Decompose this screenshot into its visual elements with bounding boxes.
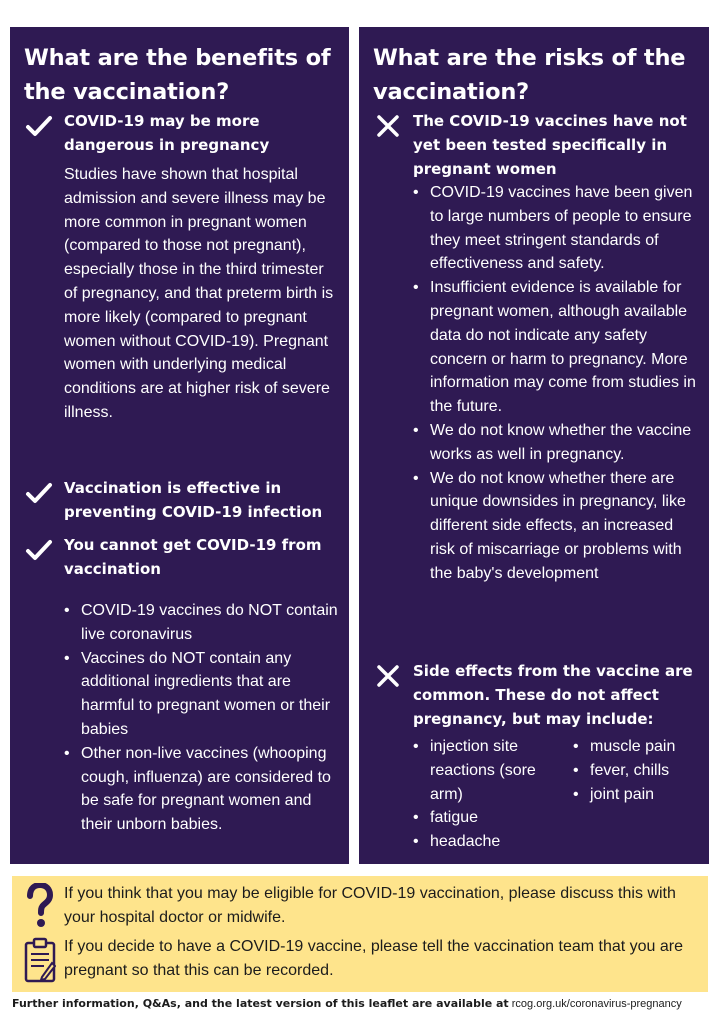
risk-bullet-list [413,181,699,586]
clipboard-icon [24,937,56,988]
question-mark-icon [24,883,54,934]
risk-heading-side-effects: Side effects from the vaccine are common. These do not affect pregnancy, but may include: [413,662,693,728]
side-effects-columns [413,735,699,854]
risks-panel [359,27,709,864]
footer-url-link[interactable]: rcog.org.uk/coronavirus-pregnancy [511,998,682,1010]
list-item: • muscle pain [573,735,675,759]
list-item: • We do not know whether there are unique downsides in pregnancy, like different side effects, an increased risk of miscarriage or problems with the baby's development [413,467,699,586]
list-item: • Other non-live vaccines (whooping cough, influenza) are considered to be safe for pregnant women and their unborn babies. [64,742,339,837]
risk-point-side-effects [359,659,709,854]
list-item: • injection site reactions (sore arm) [413,735,573,806]
side-effects-list-2 [573,735,675,854]
list-item: • headache [413,830,573,854]
list-item: • joint pain [573,783,675,807]
benefit-point-effective [10,476,349,524]
risk-point-not-tested [359,109,709,586]
benefits-title: What are the benefits of the vaccination? [24,45,331,105]
benefit-heading-cannot-get: You cannot get COVID-19 from vaccination [64,536,322,578]
check-icon [24,535,54,565]
info-box [12,876,708,992]
benefit-heading-dangerous: COVID-19 may be more dangerous in pregnancy [64,112,270,154]
list-item: • We do not know whether the vaccine works as well in pregnancy. [413,419,699,467]
info-row-tell-team [12,935,708,982]
benefit-bullet-list [64,599,339,837]
risks-title: What are the risks of the vaccination? [373,45,686,105]
footer [12,997,713,1010]
check-icon [24,111,54,141]
list-item: • Insufficient evidence is available for pregnant women, although available data do not indicate any safety concern or harm to pregnancy. More information may come from studies in the future. [413,276,699,419]
benefit-heading-effective: Vaccination is effective in preventing COVID-19 infection [64,479,323,521]
list-item: • COVID-19 vaccines have been given to large numbers of people to ensure they meet stringent standards of effectiveness and safety. [413,181,699,276]
footer-lead: Further information, Q&As, and the latest version of this leaflet are available at [12,997,509,1010]
benefit-point-cannot-get [10,533,349,837]
list-item: • COVID-19 vaccines do NOT contain live coronavirus [64,599,339,647]
benefit-point-dangerous [10,109,349,425]
benefit-body-dangerous: Studies have shown that hospital admission and severe illness may be more common in pregnant women (compared to those not pregnant), especially those in the third trimester of pregnancy, and that preterm birth is more likely (compared to pregnant women without COVID-19). Pregnant women with underlying medical conditions are at higher risk of severe illness. [64,166,334,421]
benefits-panel [10,27,349,864]
info-row-eligibility [12,882,708,929]
info-text-eligibility: If you think that you may be eligible for COVID-19 vaccination, please discuss this with your hospital doctor or midwife. [64,885,676,926]
check-icon [24,478,54,508]
info-text-tell-team: If you decide to have a COVID-19 vaccine, please tell the vaccination team that you are pregnant so that this can be recorded. [64,938,684,979]
side-effects-list-1 [413,735,573,854]
cross-icon [373,661,403,691]
list-item: • Vaccines do NOT contain any additional ingredients that are harmful to pregnant women or their babies [64,647,339,742]
list-item: • fatigue [413,806,573,830]
list-item: • fever, chills [573,759,675,783]
cross-icon [373,111,403,141]
risk-heading-not-tested: The COVID-19 vaccines have not yet been tested specifically in pregnant women [413,112,687,178]
